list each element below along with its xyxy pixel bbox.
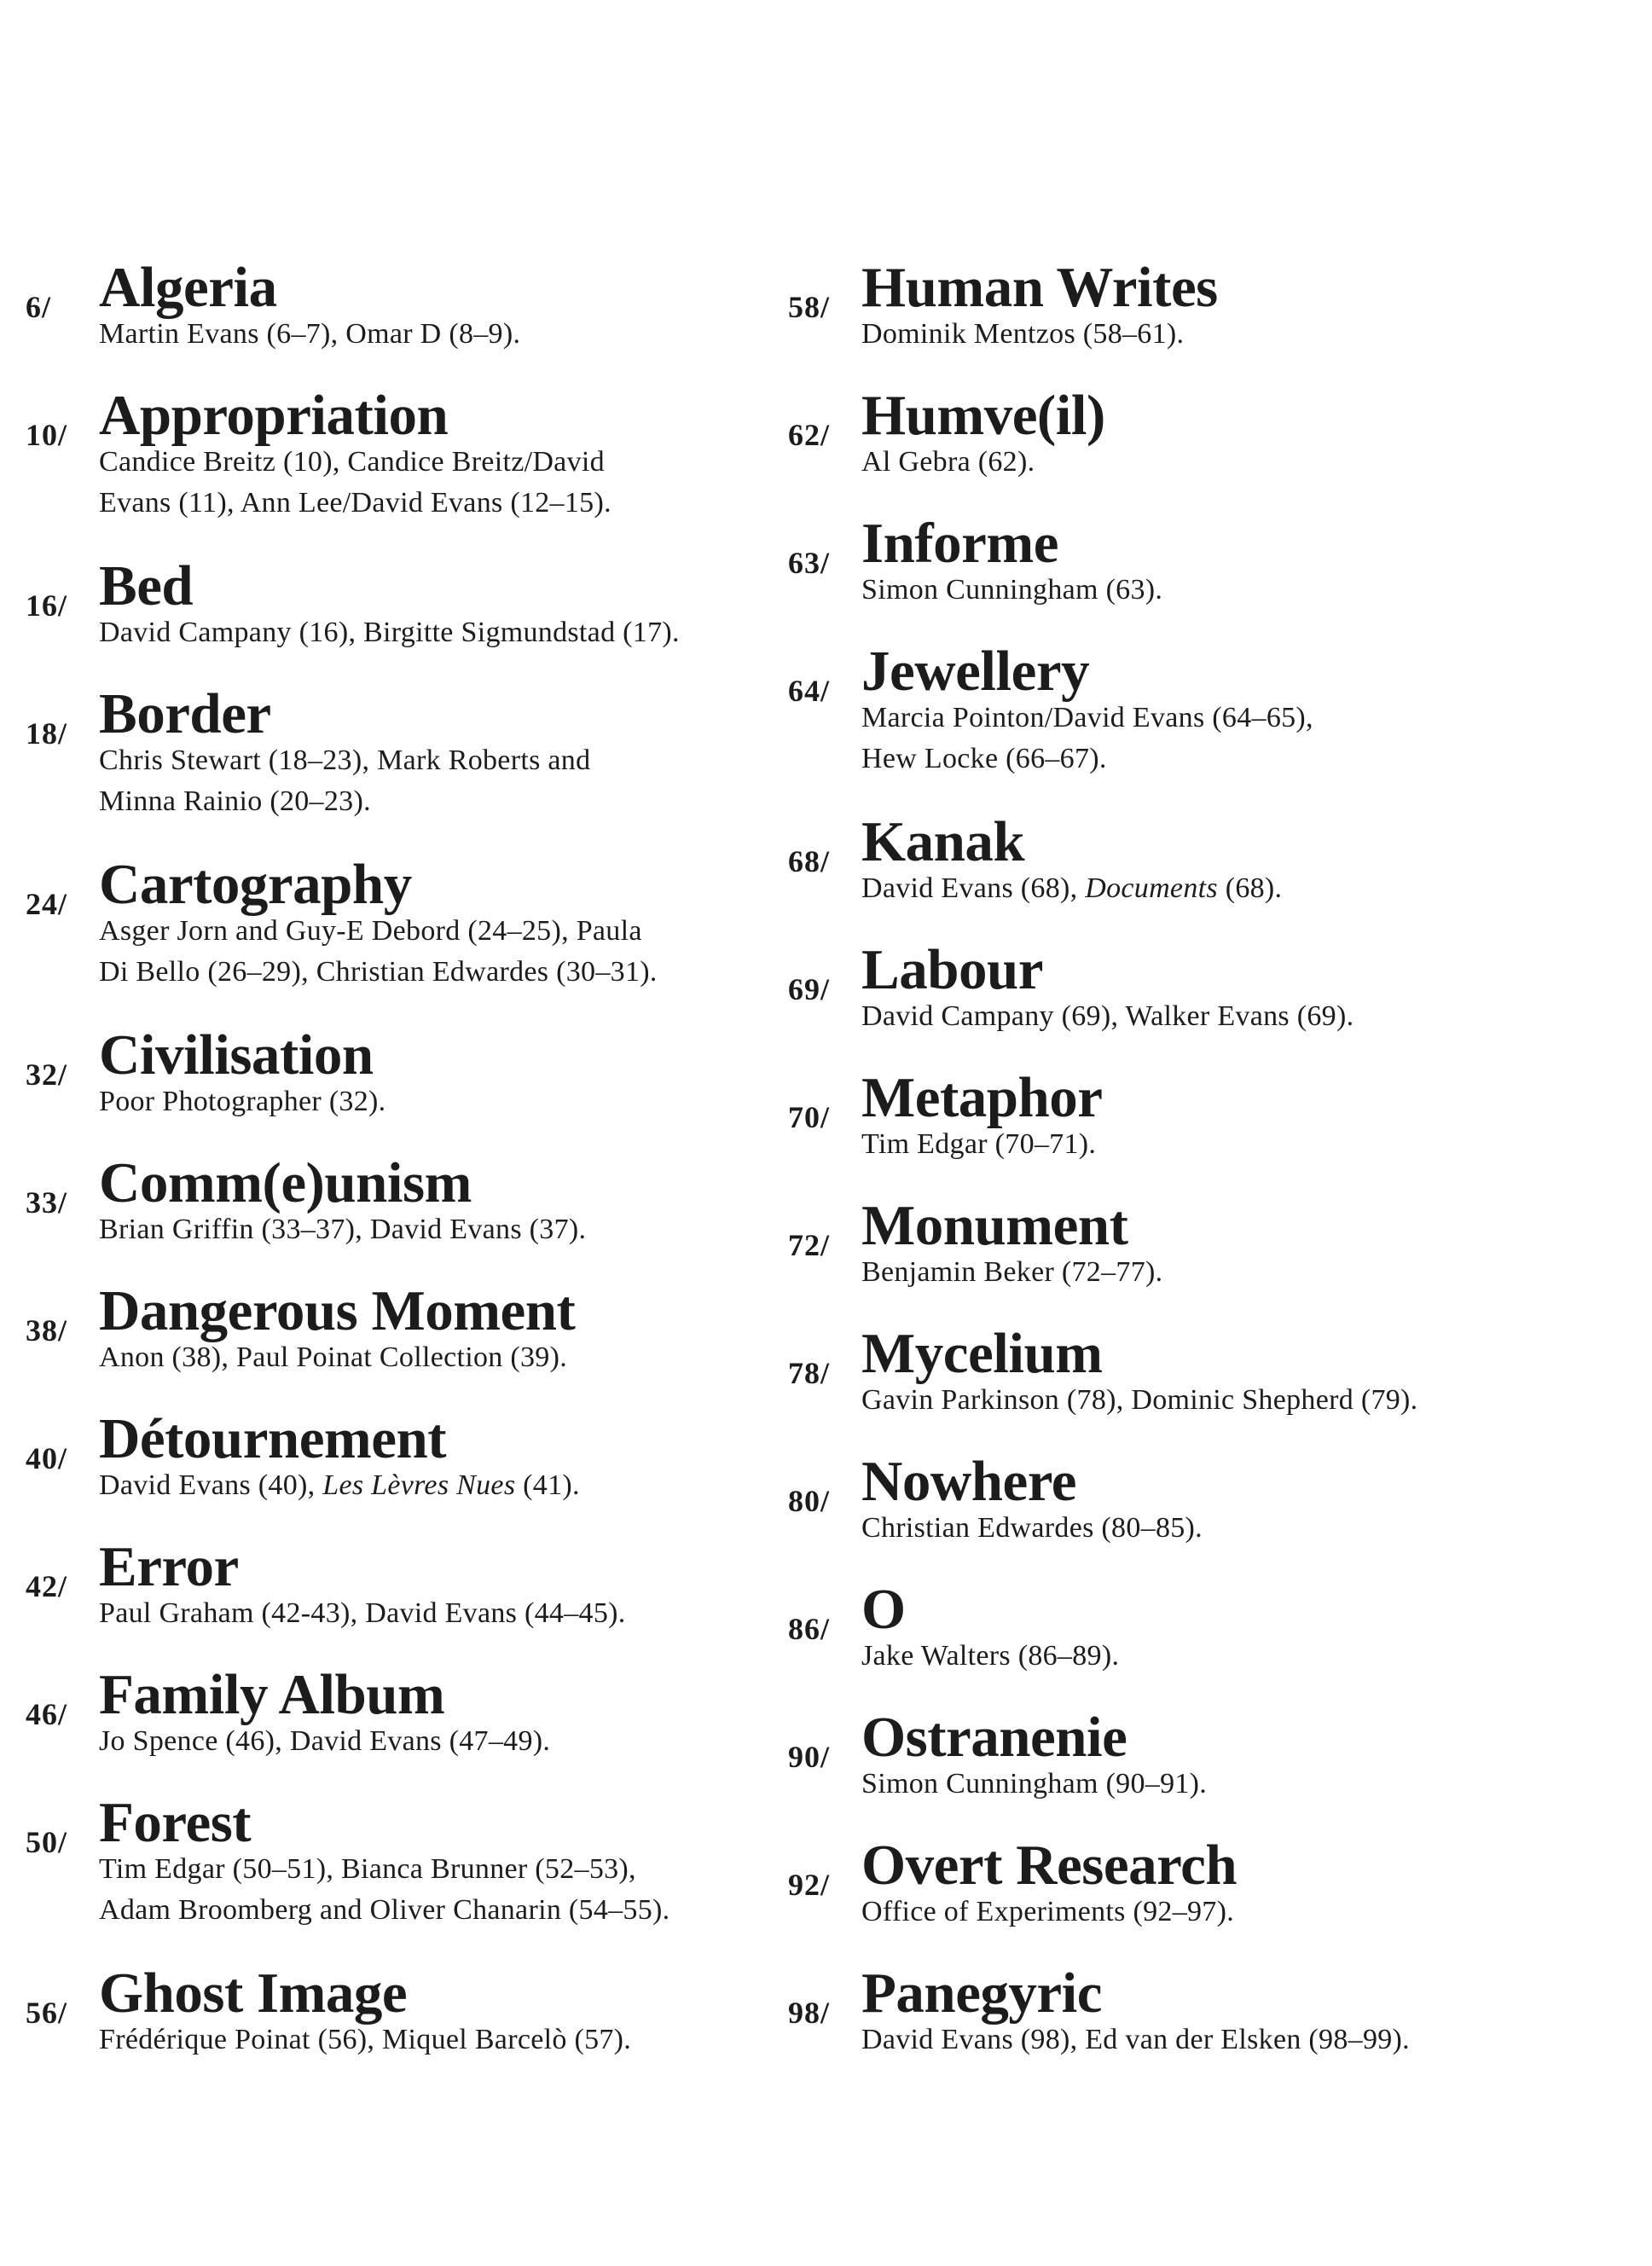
page-number: 38/ [26, 1313, 68, 1347]
page-number: 42/ [26, 1569, 68, 1603]
page-number: 64/ [788, 674, 831, 708]
contributor-text: Dominik Mentzos (58–61). [861, 318, 1185, 350]
index-entry [26, 1279, 776, 1411]
entry-contributors [99, 951, 776, 994]
entry-heading: O [861, 1578, 906, 1641]
index-entry [788, 1834, 1624, 1966]
entry-contributors [861, 738, 1624, 780]
contributor-text: Poor Photographer (32). [99, 1086, 386, 1117]
entry-contributors [99, 1720, 776, 1763]
page-number: 10/ [26, 418, 68, 452]
contributor-text: Tim Edgar (70–71). [861, 1128, 1097, 1160]
index-entry [788, 1194, 1624, 1326]
entry-heading: Ghost Image [99, 1962, 408, 2025]
entry-contributors [861, 441, 1624, 484]
page-number: 80/ [788, 1484, 831, 1518]
contributor-text: Martin Evans (6–7), Omar D (8–9). [99, 318, 521, 350]
page-number: 40/ [26, 1441, 68, 1475]
entry-heading: Humve(il) [861, 384, 1105, 447]
entry-contributors [861, 995, 1624, 1038]
contributor-text: Simon Cunningham (90–91). [861, 1768, 1208, 1799]
index-entry [26, 1962, 776, 2094]
entry-contributors [861, 1763, 1624, 1805]
entry-heading: Détournement [99, 1407, 447, 1470]
entry-contributors [99, 1464, 776, 1507]
page-number: 98/ [788, 1996, 831, 2030]
entry-heading: Overt Research [861, 1834, 1238, 1897]
left-column [26, 256, 776, 2094]
entry-contributors [99, 313, 776, 356]
entry-contributors [99, 482, 776, 524]
entry-heading: Jewellery [861, 640, 1090, 703]
page-number: 32/ [26, 1058, 68, 1092]
entry-contributors [861, 1379, 1624, 1422]
entry-contributors [99, 1889, 776, 1932]
page-number: 56/ [26, 1996, 68, 2030]
page-number: 78/ [788, 1356, 831, 1390]
page-number: 6/ [26, 290, 52, 324]
entry-heading: Comm(e)unism [99, 1151, 472, 1214]
contributor-text: Gavin Parkinson (78), Dominic Shepherd (79). [861, 1384, 1418, 1416]
right-column [788, 256, 1624, 2094]
entry-heading: Mycelium [861, 1322, 1103, 1385]
page-number: 24/ [26, 887, 68, 921]
page-number: 33/ [26, 1185, 68, 1220]
entry-heading: Informe [861, 512, 1058, 575]
italic-title: Les Lèvres Nues [322, 1469, 516, 1501]
page-number: 90/ [788, 1740, 831, 1774]
page-number: 68/ [788, 844, 831, 878]
entry-contributors [99, 780, 776, 823]
entry-heading: Monument [861, 1194, 1128, 1257]
contributor-text: Jake Walters (86–89). [861, 1640, 1120, 1672]
index-entry [788, 256, 1624, 388]
page-number: 62/ [788, 418, 831, 452]
index-entry [26, 384, 776, 559]
index-entry [788, 1962, 1624, 2094]
contributor-text: David Evans (68), [861, 872, 1086, 904]
entry-contributors [99, 1592, 776, 1635]
contributor-text: Marcia Pointon/David Evans (64–65), [861, 702, 1313, 733]
contributor-text: Anon (38), Paul Poinat Collection (39). [99, 1342, 568, 1373]
entry-heading: Dangerous Moment [99, 1279, 576, 1342]
contributor-text: David Campany (16), Birgitte Sigmundstad (17). [99, 617, 680, 648]
contributor-text: Office of Experiments (92–97). [861, 1896, 1235, 1927]
contributor-text: David Evans (98), Ed van der Elsken (98–99). [861, 2024, 1410, 2055]
entry-contributors [861, 1251, 1624, 1294]
contributor-text: Adam Broomberg and Oliver Chanarin (54–55). [99, 1894, 670, 1926]
entry-contributors [99, 910, 776, 953]
index-entry [788, 1706, 1624, 1838]
entry-heading: Kanak [861, 810, 1025, 873]
index-entry [26, 682, 776, 857]
entry-contributors [99, 2019, 776, 2061]
entry-contributors [99, 1336, 776, 1379]
contributor-text: Minna Rainio (20–23). [99, 785, 371, 817]
entry-contributors [99, 739, 776, 782]
contributor-text: Tim Edgar (50–51), Bianca Brunner (52–53), [99, 1853, 636, 1885]
index-entry [26, 853, 776, 1028]
index-entry [788, 1322, 1624, 1454]
index-entry [788, 938, 1624, 1070]
entry-contributors [861, 1635, 1624, 1678]
entry-contributors [99, 1208, 776, 1251]
contributor-text: Paul Graham (42-43), David Evans (44–45). [99, 1597, 626, 1629]
page-number: 46/ [26, 1697, 68, 1731]
index-entry [788, 1066, 1624, 1198]
index-entry [788, 640, 1624, 814]
index-entry [788, 810, 1624, 942]
entry-heading: Civilisation [99, 1023, 374, 1087]
entry-heading: Appropriation [99, 384, 449, 447]
entry-heading: Error [99, 1535, 239, 1598]
contributor-text: (68). [1217, 872, 1283, 904]
contributor-text: David Campany (69), Walker Evans (69). [861, 1000, 1354, 1032]
contributor-text: Chris Stewart (18–23), Mark Roberts and [99, 745, 591, 776]
page-number: 70/ [788, 1100, 831, 1134]
contributor-text: Hew Locke (66–67). [861, 743, 1107, 774]
entry-contributors [861, 1507, 1624, 1550]
contributor-text: Benjamin Beker (72–77). [861, 1256, 1163, 1288]
entry-heading: Human Writes [861, 256, 1218, 319]
contributor-text: David Evans (40), [99, 1469, 323, 1501]
entry-contributors [99, 1848, 776, 1891]
index-entry [26, 554, 776, 687]
italic-title: Documents [1085, 872, 1218, 904]
entry-heading: Cartography [99, 853, 412, 916]
entry-contributors [861, 313, 1624, 356]
entry-contributors [861, 697, 1624, 739]
entry-heading: Nowhere [861, 1450, 1077, 1513]
entry-heading: Border [99, 682, 271, 745]
page-number: 50/ [26, 1825, 68, 1859]
entry-contributors [861, 1891, 1624, 1933]
page-number: 86/ [788, 1612, 831, 1646]
index-entry [788, 1578, 1624, 1710]
contributor-text: Asger Jorn and Guy-E Debord (24–25), Paula [99, 915, 642, 947]
entry-heading: Ostranenie [861, 1706, 1127, 1769]
page-number: 58/ [788, 290, 831, 324]
index-entry [788, 384, 1624, 516]
page-number: 16/ [26, 588, 68, 623]
page-number: 63/ [788, 546, 831, 580]
index-entry [26, 1407, 776, 1539]
entry-heading: Family Album [99, 1663, 445, 1726]
contributor-text: (41). [515, 1469, 580, 1501]
page-number: 69/ [788, 972, 831, 1006]
index-entry [26, 256, 776, 388]
index-entry [26, 1151, 776, 1284]
index-entry [26, 1791, 776, 1966]
entry-heading: Labour [861, 938, 1043, 1001]
contributor-text: Evans (11), Ann Lee/David Evans (12–15). [99, 487, 612, 519]
index-entry [788, 512, 1624, 644]
contributor-text: Simon Cunningham (63). [861, 574, 1163, 606]
entry-contributors [861, 2019, 1624, 2061]
contributor-text: Frédérique Poinat (56), Miquel Barcelò (57). [99, 2024, 632, 2055]
page-number: 92/ [788, 1868, 831, 1902]
entry-heading: Forest [99, 1791, 252, 1854]
entry-heading: Bed [99, 554, 194, 617]
contributor-text: Brian Griffin (33–37), David Evans (37). [99, 1214, 587, 1245]
entry-contributors [99, 441, 776, 484]
entry-contributors [861, 569, 1624, 611]
page-number: 18/ [26, 716, 68, 751]
contributor-text: Al Gebra (62). [861, 446, 1035, 478]
contributor-text: Candice Breitz (10), Candice Breitz/David [99, 446, 605, 478]
entry-heading: Algeria [99, 256, 277, 319]
index-entry [26, 1535, 776, 1667]
index-entry [788, 1450, 1624, 1582]
entry-contributors [861, 867, 1624, 910]
index-entry [26, 1023, 776, 1156]
contributor-text: Jo Spence (46), David Evans (47–49). [99, 1725, 551, 1757]
entry-contributors [99, 1081, 776, 1123]
contributor-text: Di Bello (26–29), Christian Edwardes (30–31). [99, 956, 658, 988]
index-entry [26, 1663, 776, 1795]
entry-heading: Metaphor [861, 1066, 1103, 1129]
entry-contributors [861, 1123, 1624, 1166]
page-number: 72/ [788, 1228, 831, 1262]
entry-heading: Panegyric [861, 1962, 1103, 2025]
entry-contributors [99, 611, 776, 654]
contributor-text: Christian Edwardes (80–85). [861, 1512, 1203, 1544]
